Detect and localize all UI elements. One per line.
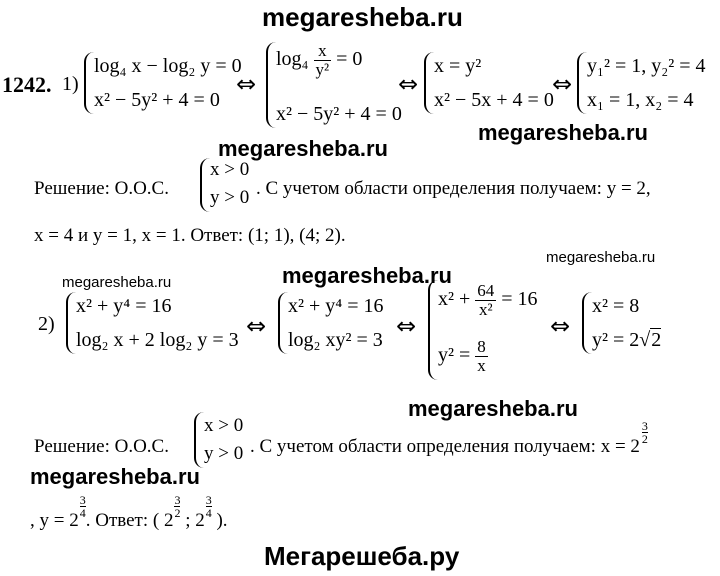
watermark-top: megaresheba.ru — [262, 2, 463, 32]
part1-sys2-row2: x² − 5y² + 4 = 0 — [276, 103, 402, 125]
part1-sys2-fraction — [314, 42, 332, 79]
exponent-x — [642, 420, 648, 445]
answer-exponent-x — [174, 494, 180, 519]
part1-odz-row2: y > 0 — [210, 187, 250, 208]
equivalence-arrow: ⇔ — [246, 312, 267, 340]
watermark-center: megaresheba.ru — [282, 263, 452, 288]
part2-odz-row1: x > 0 — [204, 415, 244, 436]
answer-mid: . Ответ: ( 2 — [85, 510, 174, 531]
part1-sys2-log: log₄ — [276, 47, 309, 70]
part1-sys1-row2: x² − 5y² + 4 = 0 — [94, 89, 220, 111]
part2-system-1 — [66, 292, 266, 354]
watermark-mid-left: megaresheba.ru — [218, 136, 388, 161]
watermark-footer: Мегарешеба.ру — [264, 541, 460, 571]
exponent-numerator: 3 — [205, 493, 212, 507]
problem-number: 1242. — [2, 72, 52, 97]
part1-sys4-row1: y₁² = 1, y₂² = 4 — [587, 55, 706, 77]
fraction-numerator: x — [314, 42, 332, 61]
equivalence-arrow: ⇔ — [396, 312, 417, 340]
answer-exponent-y — [206, 494, 212, 519]
part2-system-2 — [278, 292, 408, 354]
part2-sys3-y2: y² = — [438, 343, 476, 366]
part2-solution-label: Решение: О.О.С. — [34, 436, 169, 457]
part1-sys3-row2: x² − 5x + 4 = 0 — [434, 89, 554, 111]
sqrt-radicand: 2 — [651, 329, 662, 351]
part2-solution-text1-main: . С учетом области определения получаем: x = 2 — [250, 436, 640, 457]
part2-sys3-row2 — [438, 338, 488, 375]
part2-sys2-row1: x² + y⁴ = 16 — [288, 295, 384, 317]
sqrt-sign: √ — [639, 329, 651, 351]
watermark-small-right: megaresheba.ru — [546, 249, 656, 266]
part2-sys1-row2: log₂ x + 2 log₂ y = 3 — [76, 329, 239, 351]
exponent-numerator: 3 — [174, 493, 181, 507]
fraction-denominator: x — [477, 355, 486, 375]
exponent-numerator: 3 — [79, 493, 86, 507]
fraction-numerator: 64 — [477, 281, 495, 300]
part1-system-3 — [424, 52, 564, 114]
fraction-denominator: y² — [315, 59, 330, 79]
fraction-denominator: x² — [478, 299, 493, 319]
part1-label: 1) — [62, 73, 79, 95]
part1-sys4-row2: x₁ = 1, x₂ = 4 — [587, 89, 694, 111]
exponent-denominator: 4 — [205, 506, 212, 520]
answer-end: ). — [211, 510, 228, 531]
part2-sys1-row1: x² + y⁴ = 16 — [76, 295, 172, 317]
part2-sys3-row1 — [438, 282, 538, 319]
watermark-lower: megaresheba.ru — [408, 396, 578, 421]
watermark-lower-left: megaresheba.ru — [30, 464, 200, 489]
exponent-denominator: 4 — [79, 506, 86, 520]
part1-sys2-eq: = 0 — [336, 47, 363, 70]
part2-sys4-y2: y² = 2 — [592, 329, 640, 351]
part2-sys4-row2 — [592, 330, 661, 350]
equivalence-arrow: ⇔ — [398, 70, 419, 98]
exponent-denominator: 2 — [641, 432, 648, 446]
exponent-y — [80, 494, 86, 519]
equivalence-arrow: ⇔ — [236, 70, 257, 98]
part1-solution-text1: . С учетом области определения получаем: y = 2, — [256, 178, 651, 199]
answer-sep: ; 2 — [180, 510, 205, 531]
watermark-mid-right: megaresheba.ru — [478, 120, 648, 145]
fraction-numerator: 8 — [477, 337, 486, 356]
watermark-small-left: megaresheba.ru — [62, 274, 172, 291]
part1-system-4 — [577, 52, 717, 114]
part1-system-1 — [84, 52, 257, 114]
part2-label: 2) — [38, 313, 55, 335]
exponent-numerator: 3 — [641, 419, 648, 433]
equivalence-arrow: ⇔ — [552, 70, 573, 98]
part1-sys1-row1: log₄ x − log₂ y = 0 — [94, 55, 242, 77]
answer-y-pre: , y = 2 — [30, 510, 79, 531]
exponent-denominator: 2 — [174, 506, 181, 520]
part2-odz-row2: y > 0 — [204, 443, 244, 464]
part1-solution-label: Решение: О.О.С. — [34, 178, 169, 199]
part2-sys2-row2: log₂ xy² = 3 — [288, 329, 383, 351]
part2-sys3-x2: x² + — [438, 287, 476, 310]
equivalence-arrow: ⇔ — [550, 312, 571, 340]
part2-system-3 — [428, 280, 558, 380]
part2-sys4-row1: x² = 8 — [592, 295, 640, 317]
part2-solution-text1 — [250, 419, 648, 461]
part2-answer-line — [30, 493, 228, 535]
part2-sys3-fraction-1 — [475, 282, 496, 319]
part1-sys3-row1: x = y² — [434, 55, 482, 77]
part1-sys2-row1 — [276, 42, 362, 79]
part1-odz-row1: x > 0 — [210, 159, 250, 180]
part2-sys3-fraction-2 — [475, 338, 488, 375]
part2-system-4 — [582, 292, 702, 354]
part2-sys3-eq: = 16 — [501, 287, 538, 310]
part1-solution-text2: x = 4 и y = 1, x = 1. Ответ: (1; 1), (4; 2). — [34, 225, 346, 246]
